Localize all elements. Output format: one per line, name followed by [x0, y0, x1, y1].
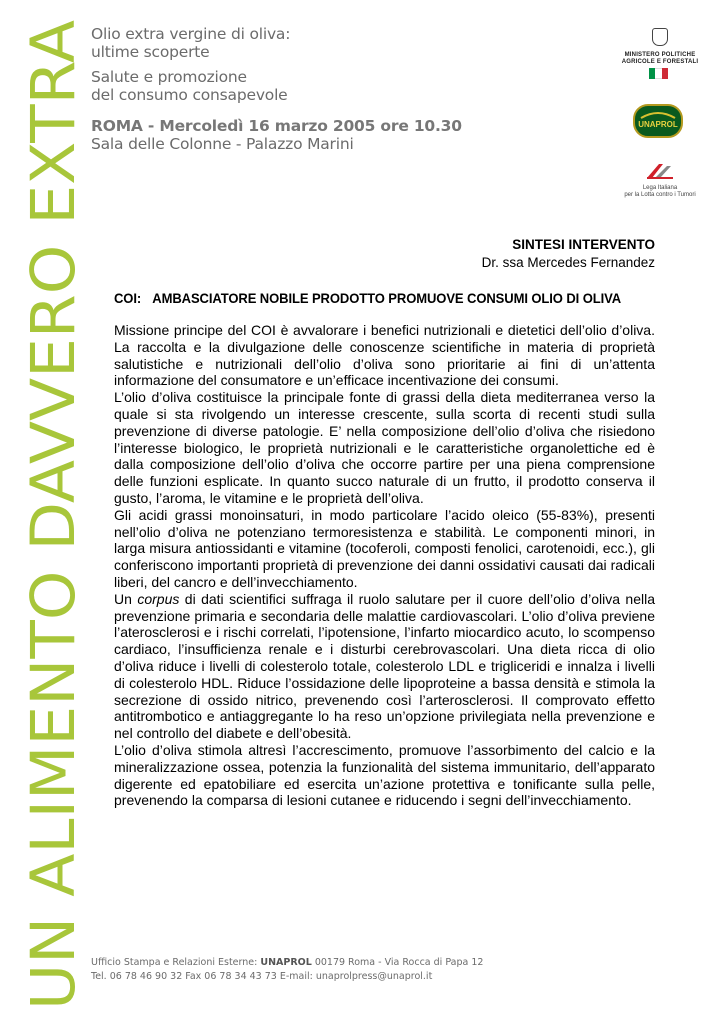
- unaprol-logo: [633, 104, 683, 138]
- lilt-icon: [643, 162, 677, 180]
- footer-contact: [91, 956, 483, 984]
- sintesi-heading: SINTESI INTERVENTO: [512, 237, 655, 252]
- footer-office: Ufficio Stampa e Relazioni Esterne:: [91, 957, 261, 968]
- vertical-slogan: [0, 0, 90, 1024]
- lega-name-1: Lega Italiana: [642, 185, 678, 191]
- vertical-slogan-text: UN ALIMENTO DAVVERO EXTRA: [18, 51, 89, 1010]
- paragraph-3: Gli acidi grassi monoinsaturi, in modo particolare l’acido oleico (55-83%), presenti nell’olio d’oliva ne potenziano termoresistenza e stabilità. Le componenti minori, in larga misura antiossidanti e vitamine (tocoferoli, composti fenolici, carotenoidi, ecc.), gli conferiscono importanti proprietà di prevenzione dei danni ossidativi causati dai radicali liberi, del cancro e dell’invecchiamento.: [114, 506, 655, 590]
- header-line-3: Salute e promozione: [91, 68, 247, 86]
- lega-tumori-logo: [620, 162, 700, 199]
- header-line-2: ultime scoperte: [91, 42, 210, 61]
- footer-address: 00179 Roma - Via Rocca di Papa 12: [311, 957, 484, 968]
- footer-org: UNAPROL: [260, 957, 312, 968]
- paragraph-2: L’olio d’oliva costituisce la principale fonte di grassi della dieta mediterranea verso la quale si sta rivolgendo un interesse crescente, sulla scorta di recenti studi sulla prevenzione di diverse patologie. E’ nella composizione dell’olio d’oliva che risiedono l’interesse biologico, le proprietà nutrizionali e le caratteristiche organolettiche ed è dalla composizione dell’olio d’oliva che occorre partire per una piena comprensione delle funzioni esplicate. In quanto succo naturale di un frutto, il prodotto conserva il gusto, l’aroma, le vitamine e le proprietà dell’oliva.: [114, 389, 655, 506]
- paragraph-1: Missione principe del COI è avvalorare i benefici nutrizionali e dietetici dell’olio d’oliva. La raccolta e la divulgazione delle conoscenze scientifiche in materia di proprietà salutistiche e nutrizionali dell’olio d’oliva sono prioritarie ai fini di un’attenta informazione del consumatore e un’efficace incentivazione dei consumi.: [114, 322, 655, 389]
- ministry-name-1: MINISTERO POLITICHE: [624, 52, 696, 58]
- italian-flag-icon: [649, 68, 668, 79]
- header-line-4: del consumo consapevole: [91, 85, 288, 104]
- speaker-name: Dr. ssa Mercedes Fernandez: [481, 255, 655, 270]
- paragraph-4-emphasis: corpus: [137, 590, 180, 607]
- event-header: [91, 25, 462, 153]
- ministry-logo: [620, 28, 700, 66]
- unaprol-logo-text: UNAPROL: [638, 120, 678, 129]
- paragraph-4-start: Un: [114, 590, 138, 607]
- document-title: [114, 290, 621, 306]
- body-text: [114, 322, 655, 809]
- header-line-1: Olio extra vergine di oliva:: [91, 25, 291, 43]
- footer-line-1: [91, 956, 483, 970]
- sintesi-block: [482, 236, 655, 272]
- paragraph-4-rest: di dati scientifici suffraga il ruolo salutare per il cuore dell’olio d’oliva nella prevenzione primaria e secondaria delle malattie cardiovascolari. L’olio d’oliva previene l’aterosclerosi e i rischi correlati, l’ipotensione, l’infarto miocardico acuto, lo scompenso cardiaco, l’insufficienza renale e i disturbi cerebrovascolari. Una dieta ricca di olio d’oliva riduce i livelli di colesterolo totale, colesterolo LDL e trigliceridi e innalza i livelli di colesterolo HDL. Riduce l’ossidazione delle lipoproteine a bassa densità e stimola la secrezione di ossido nitrico, prevenendo così l’arterosclerosi. Il comprovato effetto antitrombotico e antiaggregante lo ha reso un’opzione privilegiata nella prevenzione e nel controllo del diabete e dell’obesità.: [114, 590, 655, 742]
- header-date: ROMA - Mercoledì 16 marzo 2005 ore 10.30: [91, 117, 462, 135]
- lega-name-2: per la Lotta contro i Tumori: [624, 192, 696, 198]
- title-text: AMBASCIATORE NOBILE PRODOTTO PROMUOVE CONSUMI OLIO DI OLIVA: [152, 290, 622, 306]
- title-prefix: COI:: [114, 290, 142, 306]
- header-venue: Sala delle Colonne - Palazzo Marini: [91, 134, 354, 153]
- paragraph-5: L’olio d’oliva stimola altresì l’accrescimento, promuove l’assorbimento del calcio e la mineralizzazione ossea, potenzia la funzionalità del sistema immunitario, dell’apparato digerente ed epatobiliare ed esercita un’azione protettiva e tonificante sulla pelle, prevenendo la comparsa di lesioni cutanee e riducendo i segni dell’invecchiamento.: [114, 741, 655, 809]
- paragraph-4: [114, 591, 655, 742]
- ministry-name-2: AGRICOLE E FORESTALI: [621, 59, 699, 65]
- vertical-slogan-svg: [0, 0, 90, 1024]
- crest-icon: [652, 28, 668, 46]
- footer-line-2: Tel. 06 78 46 90 32 Fax 06 78 34 43 73 E-mail: unaprolpress@unaprol.it: [91, 971, 433, 982]
